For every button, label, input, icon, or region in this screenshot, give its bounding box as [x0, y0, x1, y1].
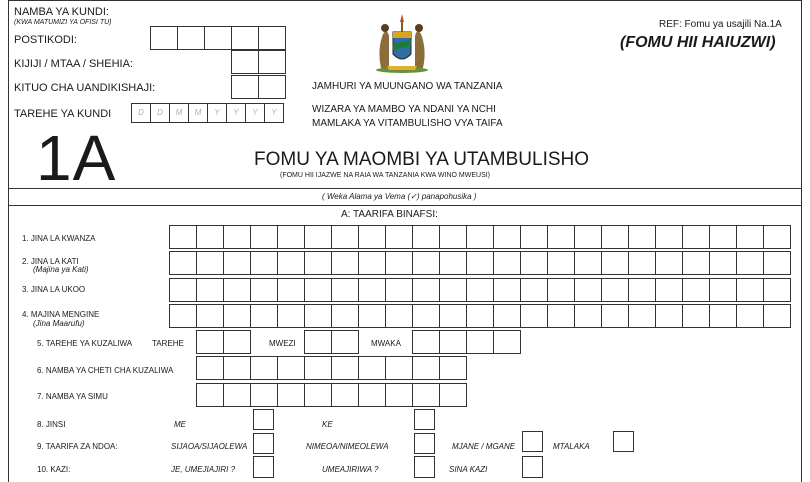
- kituo-boxes[interactable]: [231, 75, 286, 99]
- middle-name-box[interactable]: [196, 251, 224, 275]
- dob-day-box[interactable]: [196, 330, 224, 354]
- date-placeholder: M: [175, 108, 183, 117]
- date-placeholder: D: [138, 108, 144, 117]
- birth-cert-box[interactable]: [331, 356, 359, 380]
- divider: [8, 205, 802, 206]
- date-box[interactable]: [226, 103, 246, 123]
- surname-box[interactable]: [277, 278, 305, 302]
- first-name-box[interactable]: [304, 225, 332, 249]
- surname-box[interactable]: [682, 278, 710, 302]
- phone-box[interactable]: [304, 383, 332, 407]
- marital-single-checkbox[interactable]: [253, 433, 274, 454]
- postikodi-label: POSTIKODI:: [14, 34, 77, 46]
- dob-day-box[interactable]: [223, 330, 251, 354]
- surname-box[interactable]: [520, 278, 548, 302]
- other-names-note: (Jina Maarufu): [33, 319, 85, 328]
- dob-day-boxes[interactable]: [196, 330, 251, 354]
- middle-name-box[interactable]: [736, 251, 764, 275]
- dob-year-box[interactable]: [439, 330, 467, 354]
- middle-name-box[interactable]: [331, 251, 359, 275]
- kituo-label: KITUO CHA UANDIKISHAJI:: [14, 82, 156, 94]
- marital-option-label: MTALAKA: [553, 442, 590, 451]
- dob-month-label: MWEZI: [269, 339, 296, 348]
- not-for-sale-notice: (FOMU HII HAIUZWI): [620, 34, 776, 51]
- other-names-box[interactable]: [250, 304, 278, 328]
- other-names-box[interactable]: [574, 304, 602, 328]
- birth-cert-box[interactable]: [358, 356, 386, 380]
- dob-year-box[interactable]: [412, 330, 440, 354]
- middle-name-box[interactable]: [655, 251, 683, 275]
- republic-name: JAMHURI YA MUUNGANO WA TANZANIA: [312, 81, 503, 92]
- other-names-box[interactable]: [223, 304, 251, 328]
- marital-status-label: 9. TAARIFA ZA NDOA:: [37, 442, 118, 451]
- frame-right-border: [801, 0, 802, 482]
- date-box[interactable]: [264, 103, 284, 123]
- gender-male-label: ME: [174, 420, 186, 429]
- frame-top-border: [8, 0, 802, 1]
- date-placeholder: Y: [233, 108, 239, 117]
- first-name-box[interactable]: [466, 225, 494, 249]
- first-name-box[interactable]: [682, 225, 710, 249]
- dob-month-box[interactable]: [331, 330, 359, 354]
- date-box[interactable]: [169, 103, 189, 123]
- dob-label: 5. TAREHE YA KUZALIWA: [37, 339, 133, 348]
- middle-name-box[interactable]: [250, 251, 278, 275]
- other-names-box[interactable]: [358, 304, 386, 328]
- middle-name-box[interactable]: [439, 251, 467, 275]
- surname-box[interactable]: [385, 278, 413, 302]
- phone-box[interactable]: [412, 383, 440, 407]
- phone-boxes[interactable]: [196, 383, 467, 407]
- other-names-box[interactable]: [520, 304, 548, 328]
- birth-cert-box[interactable]: [277, 356, 305, 380]
- surname-box[interactable]: [331, 278, 359, 302]
- date-box[interactable]: [131, 103, 151, 123]
- employed-checkbox[interactable]: [414, 456, 435, 478]
- surname-box[interactable]: [601, 278, 629, 302]
- first-name-box[interactable]: [601, 225, 629, 249]
- other-names-box[interactable]: [655, 304, 683, 328]
- other-names-box[interactable]: [196, 304, 224, 328]
- other-names-box[interactable]: [601, 304, 629, 328]
- other-names-box[interactable]: [763, 304, 791, 328]
- surname-box[interactable]: [412, 278, 440, 302]
- occupation-label: 10. KAZI:: [37, 465, 71, 474]
- first-name-box[interactable]: [277, 225, 305, 249]
- authority-name: MAMLAKA YA VITAMBULISHO VYA TAIFA: [312, 118, 503, 129]
- surname-box[interactable]: [574, 278, 602, 302]
- middle-name-box[interactable]: [709, 251, 737, 275]
- date-placeholder: D: [157, 108, 163, 117]
- birth-cert-box[interactable]: [439, 356, 467, 380]
- phone-box[interactable]: [250, 383, 278, 407]
- occupation-option-label: JE, UMEJIAJIRI ?: [171, 465, 236, 474]
- first-name-label: 1. JINA LA KWANZA: [22, 234, 96, 243]
- dob-month-box[interactable]: [304, 330, 332, 354]
- other-names-box[interactable]: [628, 304, 656, 328]
- postikodi-box[interactable]: [177, 26, 205, 50]
- middle-name-box[interactable]: [466, 251, 494, 275]
- phone-box[interactable]: [277, 383, 305, 407]
- middle-name-box[interactable]: [547, 251, 575, 275]
- birth-cert-box[interactable]: [412, 356, 440, 380]
- middle-name-box[interactable]: [169, 251, 197, 275]
- birth-cert-box[interactable]: [196, 356, 224, 380]
- birth-cert-box[interactable]: [250, 356, 278, 380]
- middle-name-box[interactable]: [601, 251, 629, 275]
- surname-box[interactable]: [439, 278, 467, 302]
- first-name-box[interactable]: [385, 225, 413, 249]
- middle-name-box[interactable]: [358, 251, 386, 275]
- kundi-note: (KWA MATUMIZI YA OFISI TU): [14, 19, 112, 26]
- other-names-box[interactable]: [682, 304, 710, 328]
- gender-female-checkbox[interactable]: [414, 409, 435, 430]
- surname-box[interactable]: [223, 278, 251, 302]
- birth-cert-boxes[interactable]: [196, 356, 467, 380]
- form-subtitle: (FOMU HII IJAZWE NA RAIA WA TANZANIA KWA WINO MWEUSI): [280, 172, 491, 179]
- marital-option-label: NIMEOA/NIMEOLEWA: [306, 442, 389, 451]
- postikodi-box[interactable]: [258, 26, 286, 50]
- marital-option-label: MJANE / MGANE: [452, 442, 516, 451]
- tarehe-kundi-boxes[interactable]: [131, 103, 284, 123]
- postikodi-boxes[interactable]: [150, 26, 286, 50]
- kijiji-box[interactable]: [231, 50, 259, 74]
- birth-cert-box[interactable]: [223, 356, 251, 380]
- kituo-box[interactable]: [258, 75, 286, 99]
- phone-box[interactable]: [439, 383, 467, 407]
- middle-name-label: 2. JINA LA KATI: [22, 257, 79, 266]
- phone-box[interactable]: [331, 383, 359, 407]
- first-name-box[interactable]: [493, 225, 521, 249]
- first-name-boxes[interactable]: [169, 225, 791, 249]
- first-name-box[interactable]: [709, 225, 737, 249]
- middle-name-box[interactable]: [628, 251, 656, 275]
- other-names-boxes[interactable]: [169, 304, 791, 328]
- tarehe-kundi-label: TAREHE YA KUNDI: [14, 108, 112, 120]
- date-box[interactable]: [245, 103, 265, 123]
- surname-box[interactable]: [709, 278, 737, 302]
- occupation-option-label: SINA KAZI: [449, 465, 488, 474]
- coat-of-arms-icon: [367, 10, 437, 74]
- surname-box[interactable]: [736, 278, 764, 302]
- surname-box[interactable]: [169, 278, 197, 302]
- form-title: FOMU YA MAOMBI YA UTAMBULISHO: [254, 149, 590, 170]
- other-names-box[interactable]: [547, 304, 575, 328]
- surname-boxes[interactable]: [169, 278, 791, 302]
- phone-box[interactable]: [196, 383, 224, 407]
- middle-name-box[interactable]: [277, 251, 305, 275]
- first-name-box[interactable]: [412, 225, 440, 249]
- form-code: 1A: [36, 122, 117, 194]
- birth-cert-box[interactable]: [304, 356, 332, 380]
- surname-box[interactable]: [547, 278, 575, 302]
- date-placeholder: Y: [252, 108, 258, 117]
- gender-male-checkbox[interactable]: [253, 409, 274, 430]
- marital-married-checkbox[interactable]: [414, 433, 435, 454]
- kijiji-box[interactable]: [258, 50, 286, 74]
- frame-left-border: [8, 0, 9, 482]
- middle-name-box[interactable]: [574, 251, 602, 275]
- date-box[interactable]: [188, 103, 208, 123]
- tick-instruction: ( Weka Alama ya Vema (✓) panapohusika ): [322, 192, 477, 201]
- middle-name-box[interactable]: [520, 251, 548, 275]
- unemployed-checkbox[interactable]: [522, 456, 543, 478]
- other-names-box[interactable]: [169, 304, 197, 328]
- phone-box[interactable]: [385, 383, 413, 407]
- other-names-box[interactable]: [304, 304, 332, 328]
- date-box[interactable]: [150, 103, 170, 123]
- surname-label: 3. JINA LA UKOO: [22, 285, 86, 294]
- kijiji-label: KIJIJI / MTAA / SHEHIA:: [14, 58, 133, 70]
- other-names-box[interactable]: [385, 304, 413, 328]
- surname-box[interactable]: [763, 278, 791, 302]
- occupation-option-label: UMEAJIRIWA ?: [322, 465, 379, 474]
- phone-box[interactable]: [358, 383, 386, 407]
- phone-box[interactable]: [223, 383, 251, 407]
- surname-box[interactable]: [196, 278, 224, 302]
- postikodi-box[interactable]: [150, 26, 178, 50]
- divider: [8, 188, 802, 189]
- self-employed-checkbox[interactable]: [253, 456, 274, 478]
- dob-year-box[interactable]: [466, 330, 494, 354]
- first-name-box[interactable]: [574, 225, 602, 249]
- kijiji-boxes[interactable]: [231, 50, 286, 74]
- dob-year-box[interactable]: [493, 330, 521, 354]
- first-name-box[interactable]: [655, 225, 683, 249]
- first-name-box[interactable]: [169, 225, 197, 249]
- birth-cert-box[interactable]: [385, 356, 413, 380]
- first-name-box[interactable]: [223, 225, 251, 249]
- surname-box[interactable]: [466, 278, 494, 302]
- first-name-box[interactable]: [763, 225, 791, 249]
- postikodi-box[interactable]: [204, 26, 232, 50]
- birth-cert-label: 6. NAMBA YA CHETI CHA KUZALIWA: [37, 366, 174, 375]
- first-name-box[interactable]: [250, 225, 278, 249]
- marital-divorced-checkbox[interactable]: [613, 431, 634, 452]
- first-name-box[interactable]: [628, 225, 656, 249]
- middle-name-box[interactable]: [682, 251, 710, 275]
- other-names-box[interactable]: [709, 304, 737, 328]
- gender-female-label: KE: [322, 420, 333, 429]
- middle-name-boxes[interactable]: [169, 251, 791, 275]
- marital-widowed-checkbox[interactable]: [522, 431, 543, 452]
- first-name-box[interactable]: [547, 225, 575, 249]
- date-placeholder: Y: [214, 108, 220, 117]
- first-name-box[interactable]: [196, 225, 224, 249]
- first-name-box[interactable]: [439, 225, 467, 249]
- middle-name-box[interactable]: [412, 251, 440, 275]
- dob-month-boxes[interactable]: [304, 330, 359, 354]
- date-placeholder: M: [194, 108, 202, 117]
- surname-box[interactable]: [358, 278, 386, 302]
- other-names-box[interactable]: [277, 304, 305, 328]
- surname-box[interactable]: [304, 278, 332, 302]
- postikodi-box[interactable]: [231, 26, 259, 50]
- kituo-box[interactable]: [231, 75, 259, 99]
- middle-name-box[interactable]: [223, 251, 251, 275]
- section-a-title: A: TAARIFA BINAFSI:: [341, 209, 438, 220]
- surname-box[interactable]: [250, 278, 278, 302]
- first-name-box[interactable]: [358, 225, 386, 249]
- marital-option-label: SIJAOA/SIJAOLEWA: [171, 442, 248, 451]
- form-reference: REF: Fomu ya usajili Na.1A: [659, 19, 782, 30]
- other-names-box[interactable]: [412, 304, 440, 328]
- surname-box[interactable]: [628, 278, 656, 302]
- other-names-box[interactable]: [736, 304, 764, 328]
- ministry-name: WIZARA YA MAMBO YA NDANI YA NCHI: [312, 104, 496, 115]
- surname-box[interactable]: [493, 278, 521, 302]
- date-placeholder: Y: [271, 108, 277, 117]
- middle-name-note: (Majina ya Kati): [33, 265, 89, 274]
- other-names-box[interactable]: [331, 304, 359, 328]
- other-names-box[interactable]: [466, 304, 494, 328]
- first-name-box[interactable]: [331, 225, 359, 249]
- other-names-box[interactable]: [439, 304, 467, 328]
- middle-name-box[interactable]: [493, 251, 521, 275]
- dob-year-boxes[interactable]: [412, 330, 521, 354]
- surname-box[interactable]: [655, 278, 683, 302]
- gender-label: 8. JINSI: [37, 420, 66, 429]
- middle-name-box[interactable]: [763, 251, 791, 275]
- dob-day-label: TAREHE: [152, 339, 184, 348]
- other-names-box[interactable]: [493, 304, 521, 328]
- other-names-label: 4. MAJINA MENGINE: [22, 310, 100, 319]
- dob-year-label: MWAKA: [371, 339, 401, 348]
- first-name-box[interactable]: [520, 225, 548, 249]
- middle-name-box[interactable]: [304, 251, 332, 275]
- date-box[interactable]: [207, 103, 227, 123]
- first-name-box[interactable]: [736, 225, 764, 249]
- phone-label: 7. NAMBA YA SIMU: [37, 392, 108, 401]
- middle-name-box[interactable]: [385, 251, 413, 275]
- kundi-label: NAMBA YA KUNDI:: [14, 6, 109, 18]
